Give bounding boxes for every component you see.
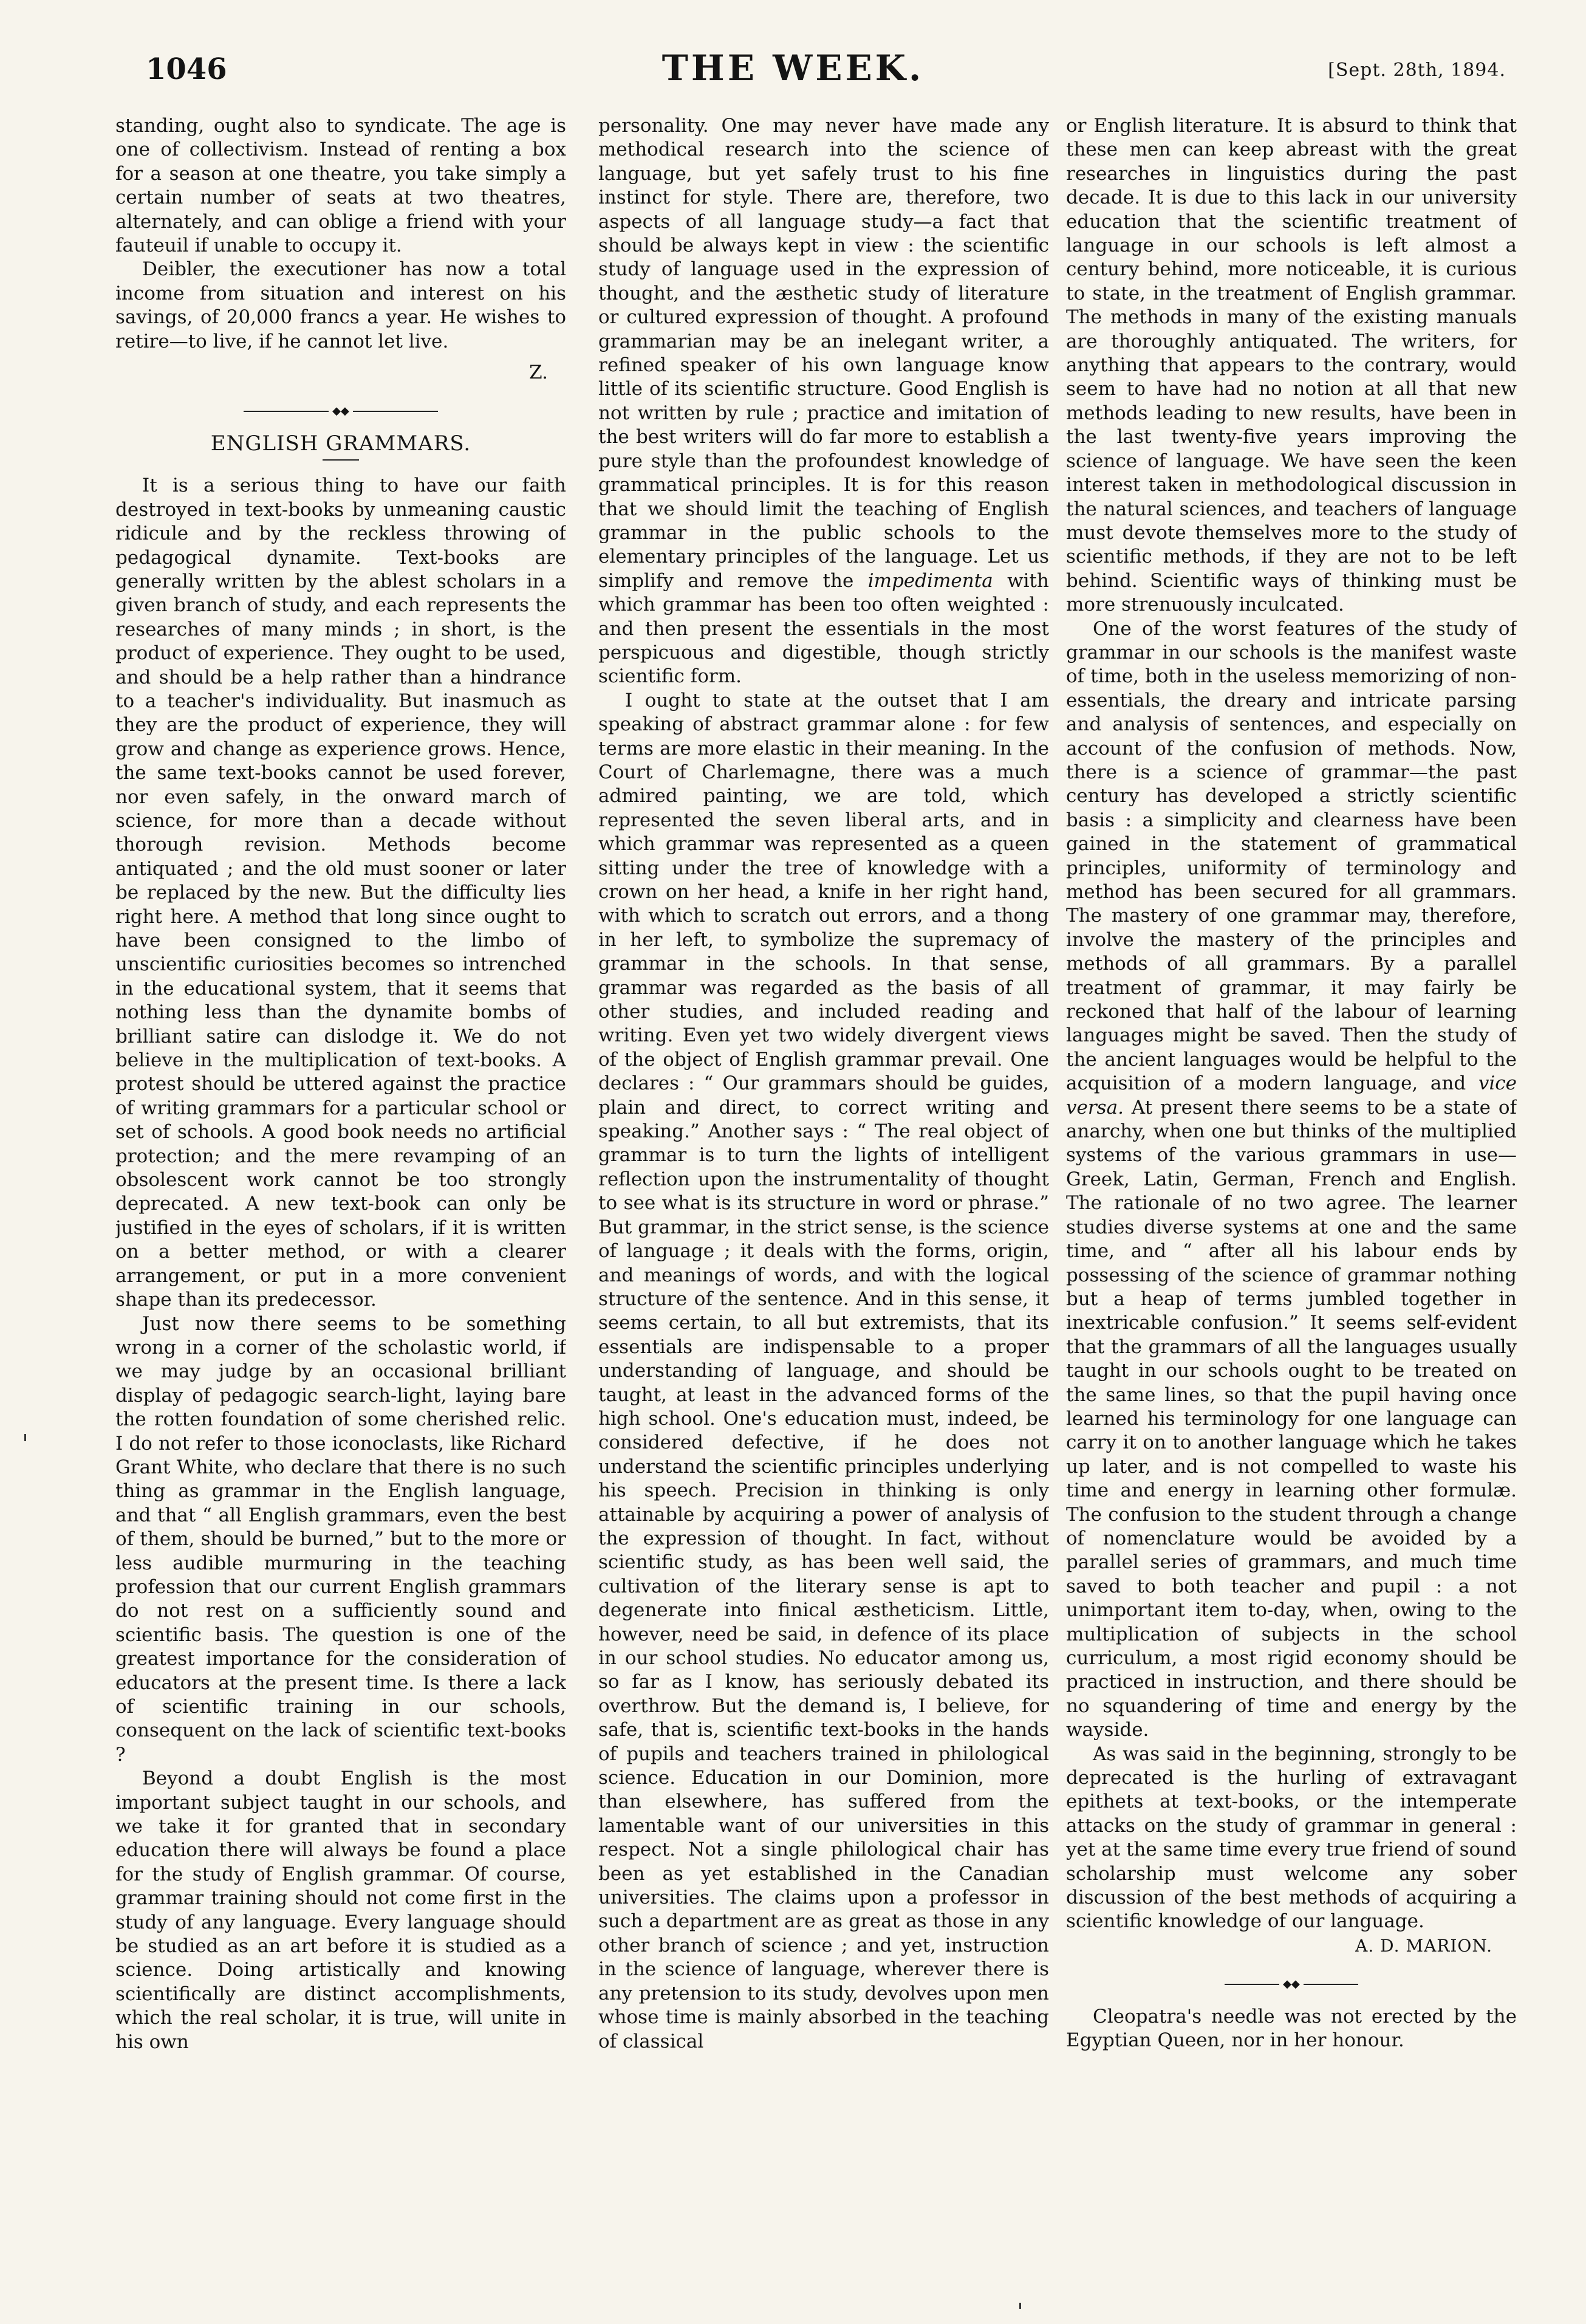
issue-date: [Sept. 28th, 1894.: [1328, 60, 1506, 81]
paragraph: Just now there seems to be something wrong in a corner of the scholastic world, if we may judge by an occasional brilliant display of pedagogic search-light, laying bare the rotten foundation of some cherished relic. I do not refer to those iconoclasts, like Richard Grant White, who declare that there is no such thing as grammar in the English language, and that “ all English grammars, even the best of them, should be burned,” but to the more or less audible murmuring in the teaching profession that our current English grammars do not rest on a sufficiently sound and scientific basis. The question is one of the greatest importance for the consideration of educators at the present time. Is there a lack of scientific training in our schools, consequent on the lack of scientific text-books ?: [115, 1312, 566, 1766]
heading-rule: [323, 459, 359, 461]
scan-speck: [24, 1434, 26, 1441]
author-byline: A. D. MARION.: [1355, 1935, 1492, 1956]
paragraph: [598, 114, 1049, 689]
paragraph: standing, ought also to syndicate. The age is one of collectivism. Instead of renting a box for a season at one theatre, you take simply a certain number of seats at two theatres, alternately, and can oblige a friend with your fauteuil if unable to occupy it.: [115, 115, 566, 257]
divider-rule: [1304, 1984, 1358, 1985]
paragraph: As was said in the beginning, strongly to be deprecated is the hurling of extravagant epithets at text-books, or the intemperate attacks on the study of grammar in general : yet at the same time every true friend of sound scholarship must welcome any sober discussion of the best methods of acquiring a scientific knowledge of our language.: [1066, 1743, 1517, 1933]
text-run: One of the worst features of the study of grammar in our schools is the manifest waste of time, both in the useless memorizing of non-essentials, the dreary and intricate parsing and analysis of sentences, and especially on account of the confusion of methods. Now, there is a science of grammar—the past century has developed a strictly scientific basis : a simplicity and clearness have been gained in the statement of grammatical principles, uniformity of terminology and method has been secured for all grammars. The mastery of one grammar may, therefore, involve the mastery of the principles and methods of all grammars. By a parallel treatment of grammar, it may fairly be reckoned that half of the labour of learning languages might be saved. Then the study of the ancient languages would be helpful to the acquisition of a modern language, and: [1066, 617, 1517, 1095]
signature: Z.: [529, 362, 548, 384]
divider-rule: [353, 411, 438, 412]
paragraph: Beyond a doubt English is the most important subject taught in our schools, and we take it for granted that in secondary education there will always be found a place for the study of English grammar. Of course, grammar training should not come first in the study of any language. Every language should be studied as an art before it is studied as a science. Doing artistically and knowing scientifically are distinct accomplishments, which the real scholar, it is true, will unite in his own: [115, 1767, 566, 2053]
page-number: 1046: [146, 52, 227, 86]
scan-speck: [1019, 2303, 1021, 2309]
section-divider: [1066, 1972, 1517, 1996]
article-heading: ENGLISH GRAMMARS.: [210, 431, 471, 456]
text-run: with which grammar has been too often weighted : and then present the essentials in the most perspicuous and digestible, though strictly scientific form.: [598, 569, 1049, 688]
text-run: personality. One may never have made any methodical research into the science of language, but yet safely trust to his fine instinct for style. There are, therefore, two aspects of all language study—a fact that should be always kept in view : the scientific study of language used in the expression of thought, and the æsthetic study of literature or cultured expression of thought. A profound grammarian may be an inelegant writer, a refined speaker of his own language know little of its scientific structure. Good English is not written by rule ; practice and imitation of the best writers will do far more to establish a pure style than the profoundest knowledge of grammatical principles. It is for this reason that we should limit the teaching of English grammar in the public schools to the elementary principles of the language. Let us simplify and remove the: [598, 115, 1049, 592]
masthead-title: THE WEEK.: [661, 47, 925, 89]
divider-ornament-icon: ◆◆: [1283, 1978, 1300, 1991]
page-header: [0, 0, 1586, 97]
paragraph: or English literature. It is absurd to think that these men can keep abreast with the great researches in linguistics during the past decade. It is due to this lack in our university education that the scientific treatment of language in our schools is left almost a century behind, more noticeable, it is curious to state, in the treatment of English grammar. The methods in many of the existing manuals are thoroughly antiquated. The writers, for anything that appears to the contrary, would seem to have had no notion at all that new methods leading to new results, have been in the last twenty-five years improving the science of language. We have seen the keen interest taken in methodological discussion in the natural sciences, and teachers of language must devote themselves more to the study of scientific methods, if they are not to be left behind. Scientific ways of thinking must be more strenuously inculcated.: [1066, 115, 1517, 616]
paragraph: Deibler, the executioner has now a total income from situation and interest on his savings, of 20,000 francs a year. He wishes to retire—to live, if he cannot let live.: [115, 258, 566, 352]
column-2: [598, 114, 1049, 2289]
divider-ornament-icon: ◆◆: [332, 405, 349, 418]
column-1: [115, 114, 566, 2289]
divider-rule: [1225, 1984, 1279, 1985]
italic-term: vice versa.: [1066, 1072, 1517, 1119]
paragraph: [1066, 617, 1517, 1743]
paragraph: It is a serious thing to have our faith destroyed in text-books by unmeaning caustic ridicule and by the reckless throwing of pedagogical dynamite. Text-books are generally written by the ablest scholars in a given branch of study, and each represents the researches of many minds ; in short, is the product of experience. They ought to be used, and should be a help rather than a hindrance to a teacher's individuality. But inasmuch as they are the product of experience, they will grow and change as experience grows. Hence, the same text-books cannot be used forever, nor even safely, in the onward march of science, for more than a decade without thorough revision. Methods become antiquated ; and the old must sooner or later be replaced by the new. But the difficulty lies right here. A method that long since ought to have been consigned to the limbo of unscientific curiosities becomes so intrenched in the educational system, that it seems that nothing less than the dynamite bombs of brilliant satire can dislodge it. We do not believe in the multiplication of text-books. A protest should be uttered against the practice of writing grammars for a particular school or set of schools. A good book needs no artificial protection; and the mere revamping of an obsolescent work cannot be too strongly deprecated. A new text-book can only be justified in the eyes of scholars, if it is written on a better method, or with a clearer arrangement, or put in a more convenient shape than its predecessor.: [115, 475, 566, 1311]
paragraph: Cleopatra's needle was not erected by the Egyptian Queen, nor in her honour.: [1066, 2005, 1517, 2052]
italic-term: impedimenta: [867, 569, 993, 592]
divider-rule: [244, 411, 329, 412]
paragraph: I ought to state at the outset that I am speaking of abstract grammar alone : for few terms are more elastic in their meaning. In the Court of Charlemagne, there was a much admired painting, we are told, which represented the seven liberal arts, and in which grammar was represented as a queen sitting under the tree of knowledge with a crown on her head, a knife in her right hand, with which to scratch out errors, and a thong in her left, to symbolize the supremacy of grammar in the schools. In that sense, grammar was regarded as the basis of all other studies, and included reading and writing. Even yet two widely divergent views of the object of English grammar prevail. One declares : “ Our grammars should be guides, plain and direct, to correct writing and speaking.” Another says : “ The real object of grammar is to turn the lights of intelligent reflection upon the instrumentality of thought to see what is its structure in word or phrase.” But grammar, in the strict sense, is the science of language ; it deals with the forms, origin, and meanings of words, and with the logical structure of the sentence. And in this sense, it seems certain, to all but extremists, that its essentials are indispensable to a proper understanding of language, and should be taught, at least in the advanced forms of the high school. One's education must, indeed, be considered defective, if he does not understand the scientific principles underlying his speech. Precision in thinking is only attainable by acquiring a power of analysis of the expression of thought. In fact, without scientific study, as has been well said, the cultivation of the literary sense is apt to degenerate into finical æstheticism. Little, however, need be said, in defence of its place in our school studies. No educator among us, so far as I know, has seriously debated its overthrow. But the demand is, I believe, for safe, that is, scientific text-books in the hands of pupils and teachers trained in philological science. Education in our Dominion, more than elsewhere, has suffered from the lamentable want of our universities in this respect. Not a single philological chair has been as yet established in the Canadian universities. The claims upon a professor in such a department are as great as those in any other branch of science ; and yet, instruction in the science of language, wherever there is any pretension to its study, devolves upon men whose time is mainly absorbed in the teaching of classical: [598, 689, 1049, 2052]
text-run: At present there seems to be a state of anarchy, when one but thinks of the multiplied systems of the various grammars in use—Greek, Latin, German, French and English. The rationale of no two agree. The learner studies diverse systems at one and the same time, and “ after all his labour ends by possessing of the science of grammar nothing but a heap of terms jumbled together in inextricable confusion.” It seems self-evident that the grammars of all the languages usually taught in our schools ought to be treated on the same lines, so that the pupil having once learned his terminology for one language can carry it on to another language which he takes up later, and is not compelled to waste his time and energy in learning other formulæ. The confusion to the student through a change of nomenclature would be avoided by a parallel series of grammars, and much time saved to both teacher and pupil : a not unimportant item to-day, when, owing to the multiplication of subjects in the school curriculum, a most rigid economy should be practiced in instruction, and there should be no squandering of time and energy by the wayside.: [1066, 1096, 1517, 1741]
column-3: [1066, 114, 1517, 2289]
section-divider: [115, 399, 566, 423]
